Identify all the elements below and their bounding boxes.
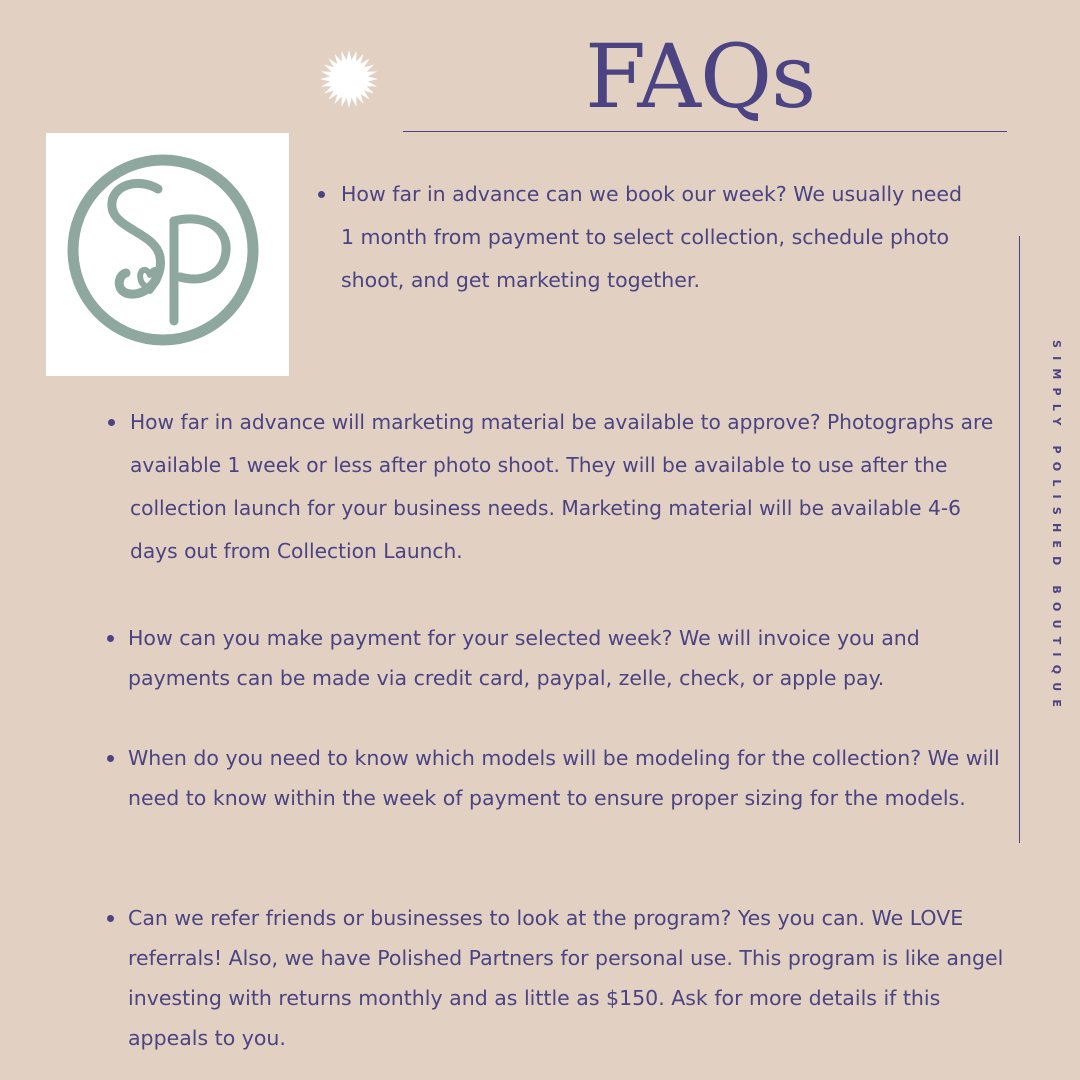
faq-text: Can we refer friends or businesses to look at the program? Yes you can. We LOVE referrals! Also, we have Polished Partners for personal use. This program is like angel investing with returns monthly and as little as $150. Ask for more details if this appeals to you.	[128, 906, 1004, 1050]
faq-item	[130, 401, 1010, 573]
page-title: FAQs	[585, 25, 816, 128]
faq-item	[341, 173, 981, 302]
side-divider	[1019, 236, 1020, 843]
faq-text: How can you make payment for your selected week? We will invoice you and payments can be made via credit card, paypal, zelle, check, or apple pay.	[128, 626, 920, 690]
bullet-icon	[108, 419, 115, 426]
starburst-icon	[319, 49, 379, 109]
bullet-icon	[107, 915, 114, 922]
title-divider	[403, 131, 1007, 132]
bullet-icon	[318, 191, 325, 198]
faq-text: How far in advance can we book our week? We usually need 1 month from payment to select collection, schedule photo shoot, and get marketing together.	[341, 182, 962, 292]
sp-monogram-logo-icon	[46, 133, 289, 376]
faq-text: When do you need to know which models will be modeling for the collection? We will need to know within the week of payment to ensure proper sizing for the models.	[128, 746, 1000, 810]
faq-item	[128, 738, 1008, 818]
faq-item	[128, 898, 1008, 1058]
faq-item	[128, 618, 1008, 698]
side-brand-label: SIMPLY POLISHED BOUTIQUE	[1050, 340, 1063, 716]
bullet-icon	[107, 755, 114, 762]
bullet-icon	[107, 635, 114, 642]
faq-text: How far in advance will marketing material be available to approve? Photographs are available 1 week or less after photo shoot. They will be available to use after the collection launch for your business needs. Marketing material will be available 4-6 days out from Collection Launch.	[130, 410, 994, 563]
brand-logo	[46, 133, 289, 376]
